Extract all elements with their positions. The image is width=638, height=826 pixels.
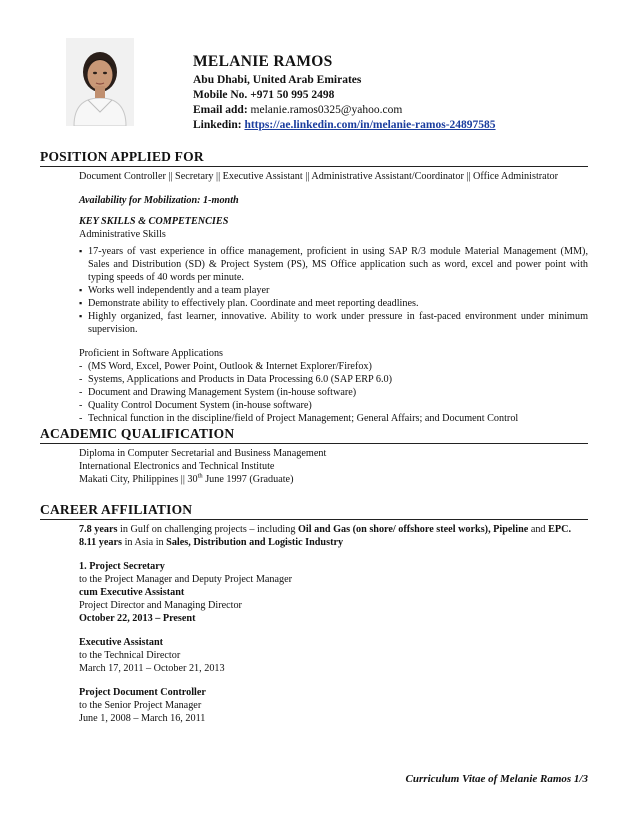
email-line: Email add: melanie.ramos0325@yahoo.com — [193, 104, 403, 116]
location: Abu Dhabi, United Arab Emirates — [193, 74, 362, 86]
job2-line1: to the Technical Director — [79, 650, 181, 661]
school: International Electronics and Technical Institute — [79, 461, 275, 472]
position-roles: Document Controller || Secretary || Executive Assistant || Administrative Assistant/Coordinator || Office Administrator — [79, 171, 559, 182]
list-item: - (MS Word, Excel, Power Point, Outlook & Internet Explorer/Firefox) — [79, 360, 588, 373]
skills-subheading: Administrative Skills — [79, 229, 166, 240]
job1-line2: Project Director and Managing Director — [79, 600, 242, 611]
availability: Availability for Mobilization: 1-month — [79, 195, 239, 206]
degree: Diploma in Computer Secretarial and Business Management — [79, 448, 327, 459]
mobile-line — [193, 88, 496, 103]
profile-photo — [66, 38, 134, 126]
job2-date: March 17, 2011 – October 21, 2013 — [79, 663, 225, 674]
list-item: ▪ 17-years of vast experience in office management, proficient in using SAP R/3 module Material Management (MM), Sales and Distribution (SD) & Project System (PS), MS Office application such as word, excel and power point with typing speeds of 40 words per minute. — [79, 245, 588, 284]
position-section — [40, 149, 588, 425]
contact-header — [193, 52, 496, 133]
software-heading: Proficient in Software Applications — [79, 348, 224, 359]
career-section — [40, 502, 588, 725]
job3-line1: to the Senior Project Manager — [79, 700, 202, 711]
software-list — [79, 360, 588, 425]
list-item: ▪ Demonstrate ability to effectively plan. Coordinate and meet reporting deadlines. — [79, 297, 588, 310]
job3-date: June 1, 2008 – March 16, 2011 — [79, 713, 206, 724]
job1-date: October 22, 2013 – Present — [79, 613, 196, 624]
section-title-career: CAREER AFFILIATION — [40, 502, 588, 520]
linkedin-label: Linkedin: — [193, 119, 242, 131]
linkedin-link[interactable]: https://ae.linkedin.com/in/melanie-ramos-24897585 — [244, 119, 496, 131]
person-portrait-icon — [66, 38, 134, 126]
email-address[interactable]: melanie.ramos0325@yahoo.com — [250, 104, 403, 116]
section-title-position: POSITION APPLIED FOR — [40, 149, 588, 167]
list-item: - Quality Control Document System (in-house software) — [79, 399, 588, 412]
job1-title: 1. Project Secretary — [79, 561, 165, 572]
graduation-info: Makati City, Philippines || 30th June 1997 (Graduate) — [79, 472, 294, 485]
skills-list — [79, 245, 588, 336]
job3-title: Project Document Controller — [79, 687, 206, 698]
asia-summary: 8.11 years in Asia in Sales, Distribution and Logistic Industry — [79, 537, 344, 548]
job2-title: Executive Assistant — [79, 637, 164, 648]
email-label: Email add — [193, 104, 244, 116]
mobile-label: Mobile No. — [193, 89, 248, 101]
list-item: - Systems, Applications and Products in Data Processing 6.0 (SAP ERP 6.0) — [79, 373, 588, 386]
academic-section — [40, 426, 588, 486]
list-item: - Document and Drawing Management System (in-house software) — [79, 386, 588, 399]
linkedin-line — [193, 118, 496, 133]
list-item: - Technical function in the discipline/field of Project Management; General Affairs; and Document Control — [79, 412, 588, 425]
page-footer: Curriculum Vitae of Melanie Ramos 1/3 — [405, 773, 588, 785]
candidate-name: MELANIE RAMOS — [193, 53, 333, 70]
section-title-academic: ACADEMIC QUALIFICATION — [40, 426, 588, 444]
list-item: ▪ Highly organized, fast learner, innovative. Ability to work under pressure in fast-paced environment under minimum supervision. — [79, 310, 588, 336]
job1-sub: cum Executive Assistant — [79, 587, 185, 598]
mobile-number: +971 50 995 2498 — [250, 89, 335, 101]
gulf-summary: 7.8 years in Gulf on challenging projects – including Oil and Gas (on shore/ offshore steel works), Pipeline and EPC. — [79, 524, 571, 535]
skills-heading: KEY SKILLS & COMPETENCIES — [79, 216, 229, 227]
job1-line1: to the Project Manager and Deputy Project Manager — [79, 574, 293, 585]
list-item: ▪ Works well independently and a team player — [79, 284, 588, 297]
